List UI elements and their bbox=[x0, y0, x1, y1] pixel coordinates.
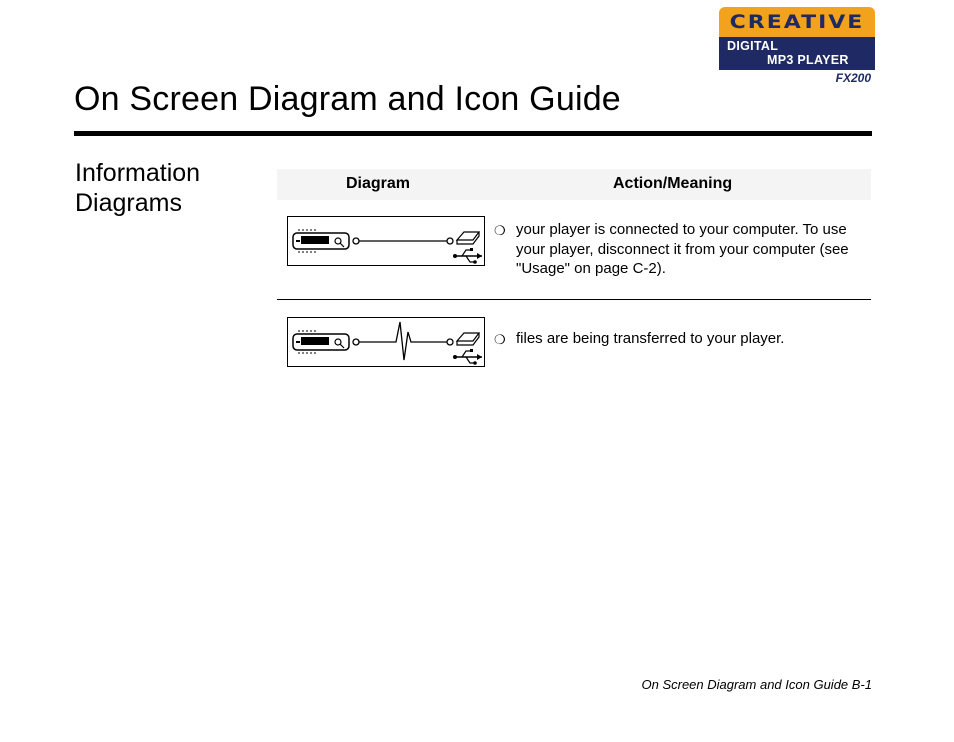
usb-connected-diagram-icon bbox=[287, 216, 485, 266]
column-header-meaning: Action/Meaning bbox=[613, 175, 733, 192]
page-title: On Screen Diagram and Icon Guide bbox=[74, 80, 621, 118]
logo-top-band bbox=[719, 7, 875, 37]
column-header-diagram: Diagram bbox=[346, 175, 411, 192]
usb-connected-svg bbox=[288, 217, 486, 267]
logo-brand-text: CREATIVE bbox=[729, 11, 865, 33]
table-header bbox=[277, 169, 871, 200]
usb-transfer-diagram-icon bbox=[287, 317, 485, 367]
row-divider bbox=[277, 299, 871, 300]
logo-line-digital: DIGITAL bbox=[727, 39, 779, 53]
creative-logo bbox=[719, 7, 875, 86]
usb-transfer-svg bbox=[288, 318, 486, 368]
row-meaning-text: your player is connected to your computer. To use your player, disconnect it from your computer (see "Usage" on page C-2). bbox=[516, 221, 849, 277]
page-footer: On Screen Diagram and Icon Guide B-1 bbox=[641, 677, 872, 692]
logo-bottom-band bbox=[719, 37, 875, 70]
row-meaning-text: files are being transferred to your player. bbox=[516, 330, 785, 347]
bullet-icon: ❍ bbox=[494, 223, 506, 238]
logo-line-mp3-player: MP3 PLAYER bbox=[767, 53, 849, 67]
section-heading: Information Diagrams bbox=[75, 159, 201, 217]
logo-model-text: FX200 bbox=[835, 71, 871, 85]
bullet-icon: ❍ bbox=[494, 332, 506, 347]
title-rule bbox=[74, 131, 872, 136]
